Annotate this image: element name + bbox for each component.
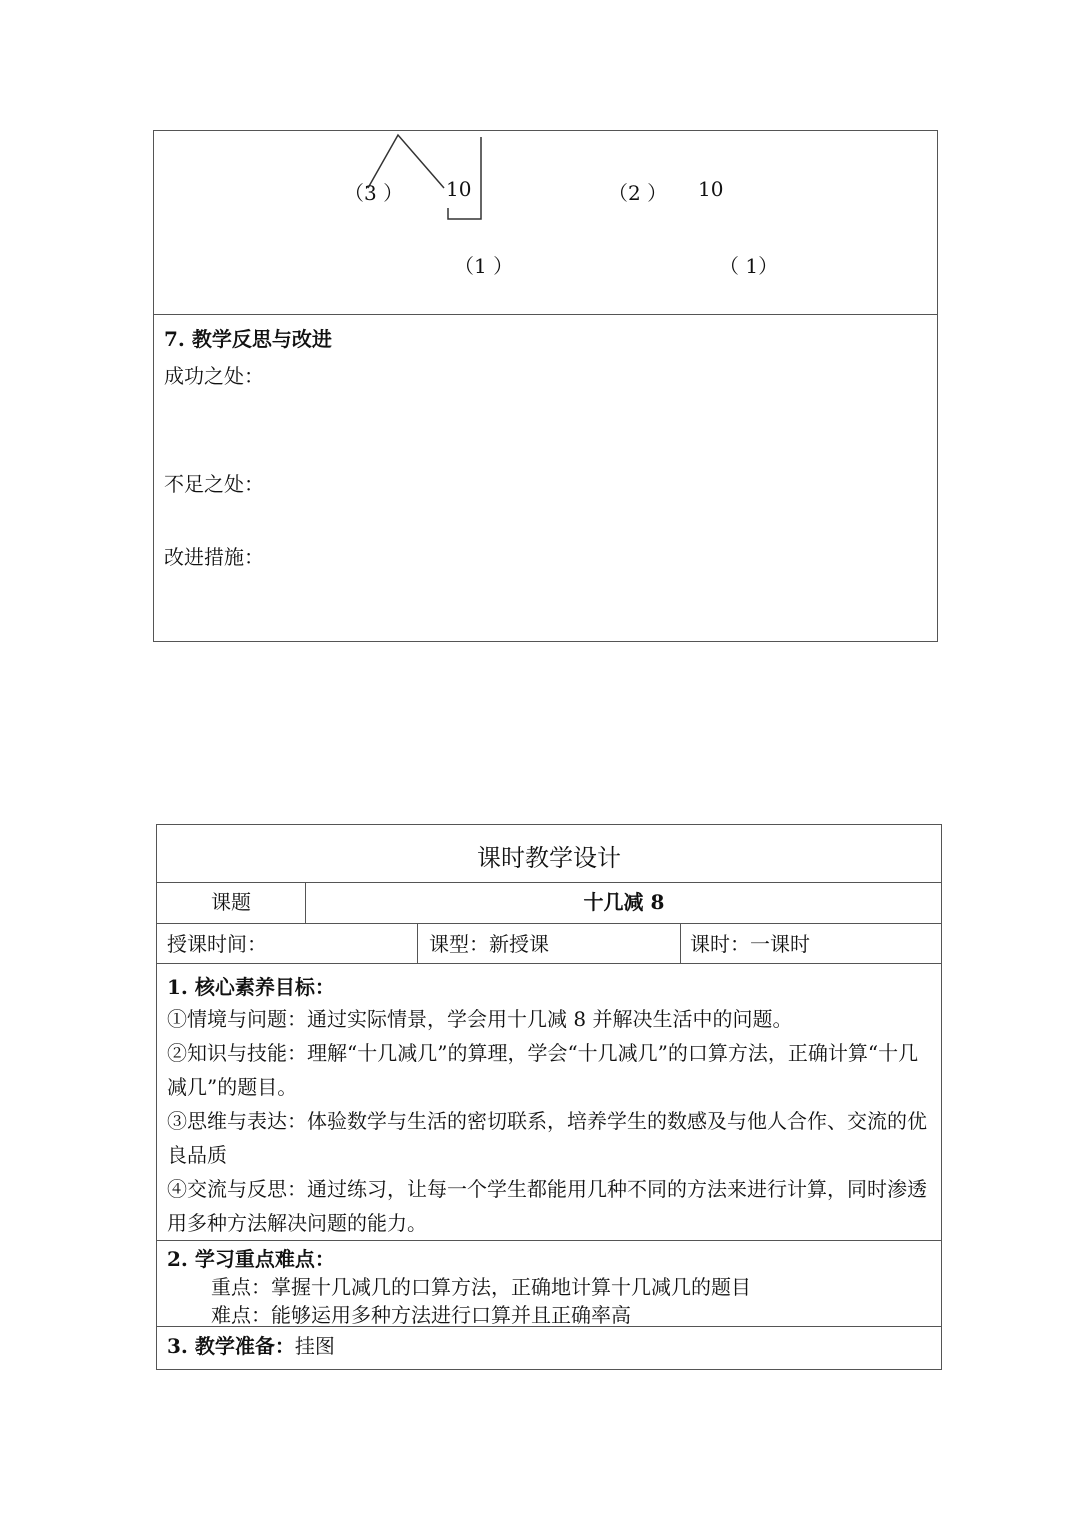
diagram-right-ten: 10 xyxy=(698,177,724,201)
reflection-success-label: 成功之处： xyxy=(164,364,264,388)
info-col-divider-1 xyxy=(417,923,418,963)
table-2 xyxy=(156,824,942,1370)
topic-row-divider xyxy=(157,923,941,924)
keypoint-focus: 重点：掌握十几减几的口算方法，正确地计算十几减几的题目 xyxy=(211,1275,751,1299)
topic-col-divider xyxy=(305,882,306,923)
goal-item-3: ③思维与表达：体验数学与生活的密切联系，培养学生的数感及与他人合作、交流的优良品质 xyxy=(167,1109,927,1167)
info-col-divider-2 xyxy=(680,923,681,963)
reflection-improvement-label: 改进措施： xyxy=(164,545,264,569)
preparation-heading: 3. 教学准备： xyxy=(167,1334,295,1358)
title-row-divider xyxy=(157,882,941,883)
diagram-left-ten: 10 xyxy=(446,177,472,201)
keypoint-difficulty: 难点：能够运用多种方法进行口算并且正确率高 xyxy=(211,1303,631,1327)
preparation-value: 挂图 xyxy=(294,1334,335,1358)
table-title: 课时教学设计 xyxy=(477,844,621,872)
decomposition-diagram xyxy=(154,131,939,314)
reflection-heading: 7. 教学反思与改进 xyxy=(164,327,332,351)
lesson-period-label: 课时：一课时 xyxy=(690,932,810,956)
goal-item-1: ①情境与问题：通过实际情景，学会用十几减 8 并解决生活中的问题。 xyxy=(167,1007,793,1031)
diagram-right-paren-2: （2 ） xyxy=(608,181,668,205)
topic-value: 十几减 8 xyxy=(583,890,665,914)
preparation-row xyxy=(167,1330,335,1359)
lesson-type-label: 课型：新授课 xyxy=(429,932,549,956)
goals-heading: 1. 核心素养目标： xyxy=(167,975,335,999)
goals-row-divider xyxy=(157,1240,941,1241)
table-1 xyxy=(153,130,938,642)
diagram-left-paren-3: （3 ） xyxy=(344,181,404,205)
diagram-right-paren-1: （ 1） xyxy=(719,254,779,278)
keypoints-heading: 2. 学习重点难点： xyxy=(167,1247,335,1271)
info-row-divider xyxy=(157,963,941,964)
topic-label: 课题 xyxy=(211,890,251,914)
reflection-shortcoming-label: 不足之处： xyxy=(164,472,264,496)
goal-item-4: ④交流与反思：通过练习，让每一个学生都能用几种不同的方法来进行计算，同时渗透用多种方法解决问题的能力。 xyxy=(167,1177,927,1235)
table-1-row-divider xyxy=(154,314,937,315)
diagram-left-paren-1: （1 ） xyxy=(454,254,514,278)
class-time-label: 授课时间： xyxy=(167,932,267,956)
goal-item-2: ②知识与技能：理解“十几减几”的算理，学会“十几减几”的口算方法，正确计算“十几减几”的题目。 xyxy=(167,1041,919,1099)
